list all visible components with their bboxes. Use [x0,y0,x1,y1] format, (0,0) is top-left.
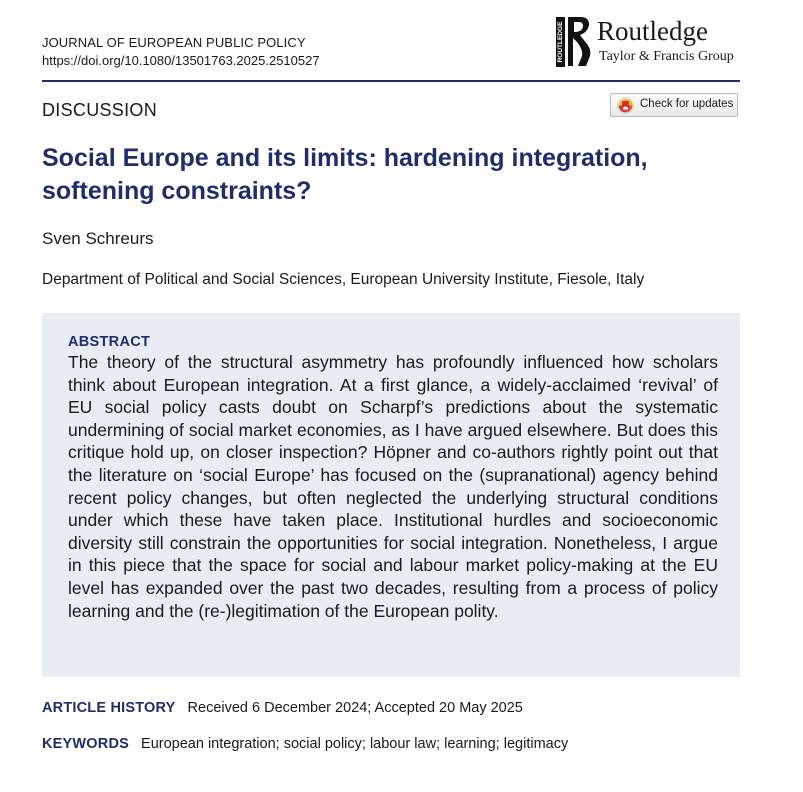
article-history-label: ARTICLE HISTORY [42,700,176,716]
article-section-label: DISCUSSION [42,100,158,120]
publisher-name: Routledge [597,16,708,46]
article-history [42,700,523,716]
journal-name: JOURNAL OF EUROPEAN PUBLIC POLICY [42,35,306,50]
keywords-label: KEYWORDS [42,736,129,752]
routledge-logo-icon [554,14,594,70]
abstract-text: The theory of the structural asymmetry has profoundly influenced how scholars think about European integration. At a first glance, a widely-acclaimed ‘revival’ of EU social policy casts doubt on Scharpf’s predictions about the systematic undermining of social market economies, as I have argued elsewhere. But does this critique hold up, on closer inspection? Höpner and co-authors rightly point out that the literature on ‘social Europe’ has focused on the (supranational) agency behind recent policy changes, but often neglected the underlying structural conditions under which these have taken place. Institutional hurdles and socioeconomic diversity still constrain the opportunities for social integration. Nonetheless, I argue in this piece that the space for social and labour market policy-making at the EU level has expanded over the past two decades, resulting from a process of policy learning and the (re-)legitimation of the European polity. [68,352,718,621]
doi-link[interactable]: https://doi.org/10.1080/13501763.2025.2510527 [42,53,320,68]
abstract-heading: ABSTRACT [68,334,151,350]
header-divider [42,80,740,82]
abstract-panel [42,313,740,677]
keywords [42,736,568,752]
author-name[interactable]: Sven Schreurs [42,229,154,248]
routledge-logo-text: ROUTLEDGE [557,21,565,63]
article-history-value: Received 6 December 2024; Accepted 20 May 2025 [187,700,523,716]
author-affiliation: Department of Political and Social Sciences, European University Institute, Fiesole, Italy [42,271,645,288]
keywords-value: European integration; social policy; labour law; learning; legitimacy [141,736,569,752]
publisher-group: Taylor & Francis Group [599,49,734,64]
article-title: Social Europe and its limits: hardening integration, softening constraints? [42,144,648,205]
crossmark-icon [617,97,634,114]
publisher-brand [554,14,744,72]
journal-header [42,0,742,80]
check-for-updates-label: Check for updates [640,98,734,110]
check-for-updates-button[interactable] [610,93,738,117]
